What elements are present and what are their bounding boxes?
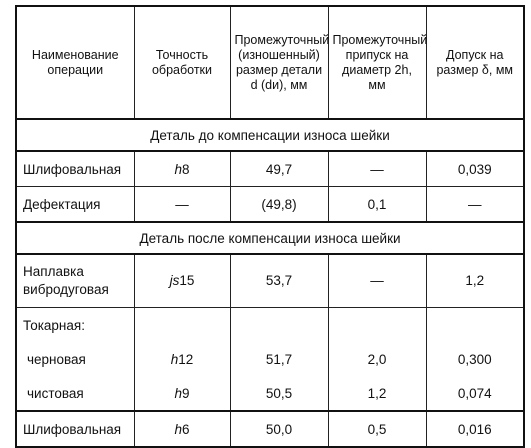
accuracy-cell: — (134, 187, 230, 223)
size-cell: 50,0 (230, 411, 328, 447)
operation-name: Дефектация (16, 187, 134, 223)
header-accuracy: Точность обработки (134, 6, 230, 119)
section-row-after (16, 222, 524, 254)
allowance-cell: 0,5 (328, 411, 426, 447)
size-cell: 53,7 (230, 254, 328, 308)
header-tolerance: Допуск на размер δ, мм (426, 6, 524, 119)
accuracy-cell: h12 (134, 342, 230, 376)
allowance-cell: — (328, 151, 426, 187)
operation-name: чистовая (16, 376, 134, 411)
table-row (16, 254, 524, 308)
allowance-cell: 0,1 (328, 187, 426, 223)
operation-name: Шлифовальная (16, 151, 134, 187)
allowance-cell: — (328, 254, 426, 308)
section-title: Деталь после компенсации износа шейки (16, 222, 524, 254)
size-cell: (49,8) (230, 187, 328, 223)
table-row (16, 308, 524, 343)
operation-name: Наплавка вибродуговая (16, 254, 134, 308)
size-cell (230, 308, 328, 343)
header-allowance: Промежуточный припуск на диаметр 2h, мм (328, 6, 426, 119)
tolerance-cell: — (426, 187, 524, 223)
allowance-cell: 1,2 (328, 376, 426, 411)
table-row (16, 342, 524, 376)
operation-name: Шлифовальная (16, 411, 134, 447)
accuracy-cell: js15 (134, 254, 230, 308)
allowance-cell (328, 308, 426, 343)
section-title: Деталь до компенсации износа шейки (16, 119, 524, 151)
tolerance-cell: 0,300 (426, 342, 524, 376)
operation-name: Токарная: (16, 308, 134, 343)
size-cell: 49,7 (230, 151, 328, 187)
section-row-before (16, 119, 524, 151)
accuracy-cell: h6 (134, 411, 230, 447)
tolerance-cell: 0,074 (426, 376, 524, 411)
table-row (16, 411, 524, 447)
tolerance-cell (426, 308, 524, 343)
operations-table (15, 5, 525, 448)
tolerance-cell: 1,2 (426, 254, 524, 308)
allowance-cell: 2,0 (328, 342, 426, 376)
accuracy-cell: h8 (134, 151, 230, 187)
accuracy-cell (134, 308, 230, 343)
size-cell: 51,7 (230, 342, 328, 376)
table-row (16, 151, 524, 187)
accuracy-cell: h9 (134, 376, 230, 411)
header-intermediate-size: Промежуточный (изношенный) размер детали d (dи), мм (230, 6, 328, 119)
header-operation-name: Наименование операции (16, 6, 134, 119)
table-header-row (16, 6, 524, 119)
tolerance-cell: 0,016 (426, 411, 524, 447)
table-row (16, 187, 524, 223)
size-cell: 50,5 (230, 376, 328, 411)
tolerance-cell: 0,039 (426, 151, 524, 187)
table-row (16, 376, 524, 411)
operation-name: черновая (16, 342, 134, 376)
